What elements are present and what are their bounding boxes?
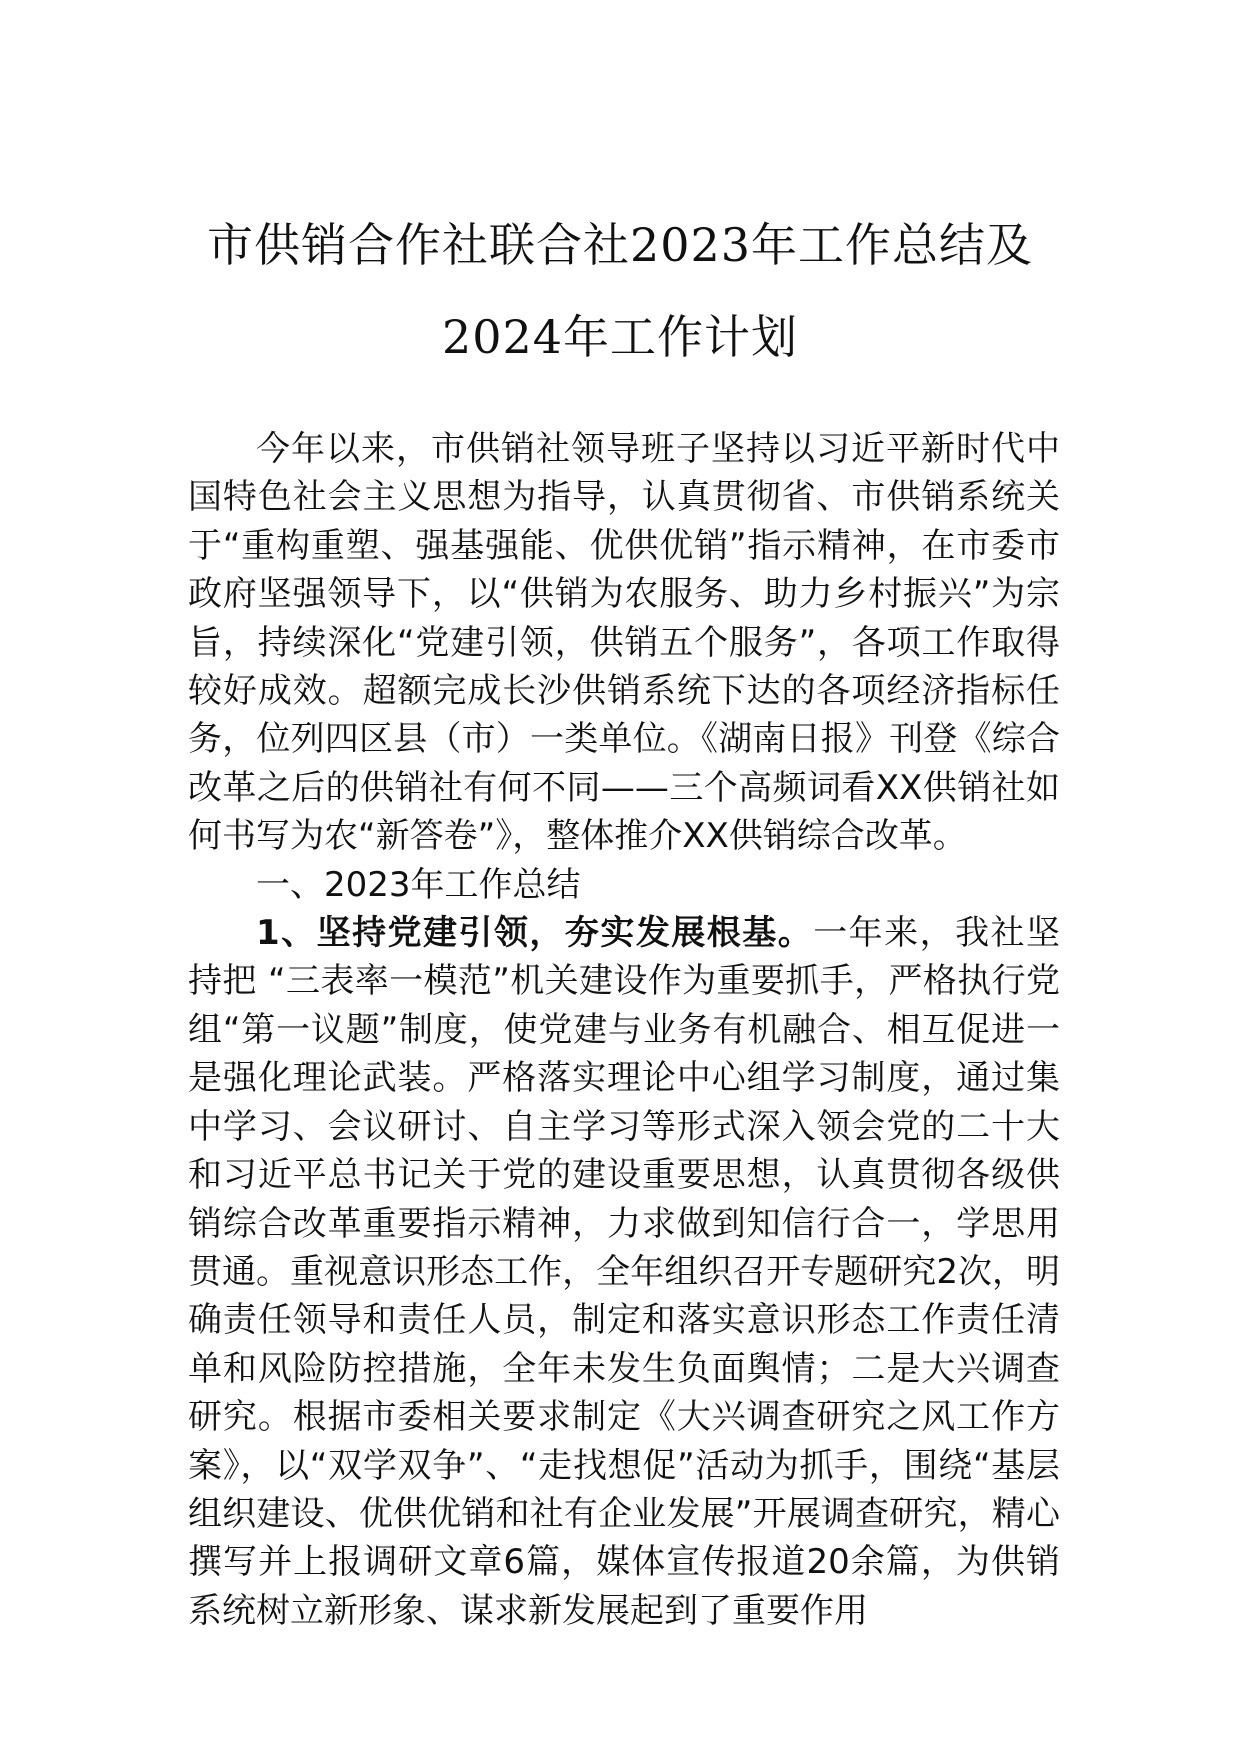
document-body: [188, 425, 1060, 1635]
item-1-lead: 1、坚持党建引领，夯实发展根基。: [256, 913, 814, 954]
intro-paragraph: 今年以来，市供销社领导班子坚持以习近平新时代中国特色社会主义思想为指导，认真贯彻省、市供销系统关于“重构重塑、强基强能、优供优销”指示精神，在市委市政府坚强领导下，以“供销为农服务、助力乡村振兴”为宗旨，持续深化“党建引领，供销五个服务”，各项工作取得较好成效。超额完成长沙供销系统下达的各项经济指标任务，位列四区县（市）一类单位。《湖南日报》刊登《综合改革之后的供销社有何不同——三个高频词看XX供销社如何书写为农“新答卷”》，整体推介XX供销综合改革。: [188, 429, 1060, 857]
document-title-line-1: 市供销合作社联合社2023年工作总结及: [206, 218, 1034, 272]
section-heading-2023-summary: 一、2023年工作总结: [256, 864, 581, 905]
document-title-line-2: 2024年工作计划: [441, 310, 799, 364]
item-1-paragraph: [188, 909, 1060, 1635]
item-1-text: 一年来，我社坚持把 “三表率一模范”机关建设作为重要抓手，严格执行党组“第一议题”制度，使党建与业务有机融合、相互促进一是强化理论武装。严格落实理论中心组学习制度，通过集中学习、会议研讨、自主学习等形式深入领会党的二十大和习近平总书记关于党的建设重要思想，认真贯彻各级供销综合改革重要指示精神，力求做到知信行合一，学思用贯通。重视意识形态工作，全年组织召开专题研究2次，明确责任领导和责任人员，制定和落实意识形态工作责任清单和风险防控措施，全年未发生负面舆情；二是大兴调查研究。根据市委相关要求制定《大兴调查研究之风工作方案》，以“双学双争”、“走找想促”活动为抓手，围绕“基层组织建设、优供优销和社有企业发展”开展调查研究，精心撰写并上报调研文章6篇，媒体宣传报道20余篇，为供销系统树立新形象、谋求新发展起到了重要作用: [188, 913, 1061, 1631]
